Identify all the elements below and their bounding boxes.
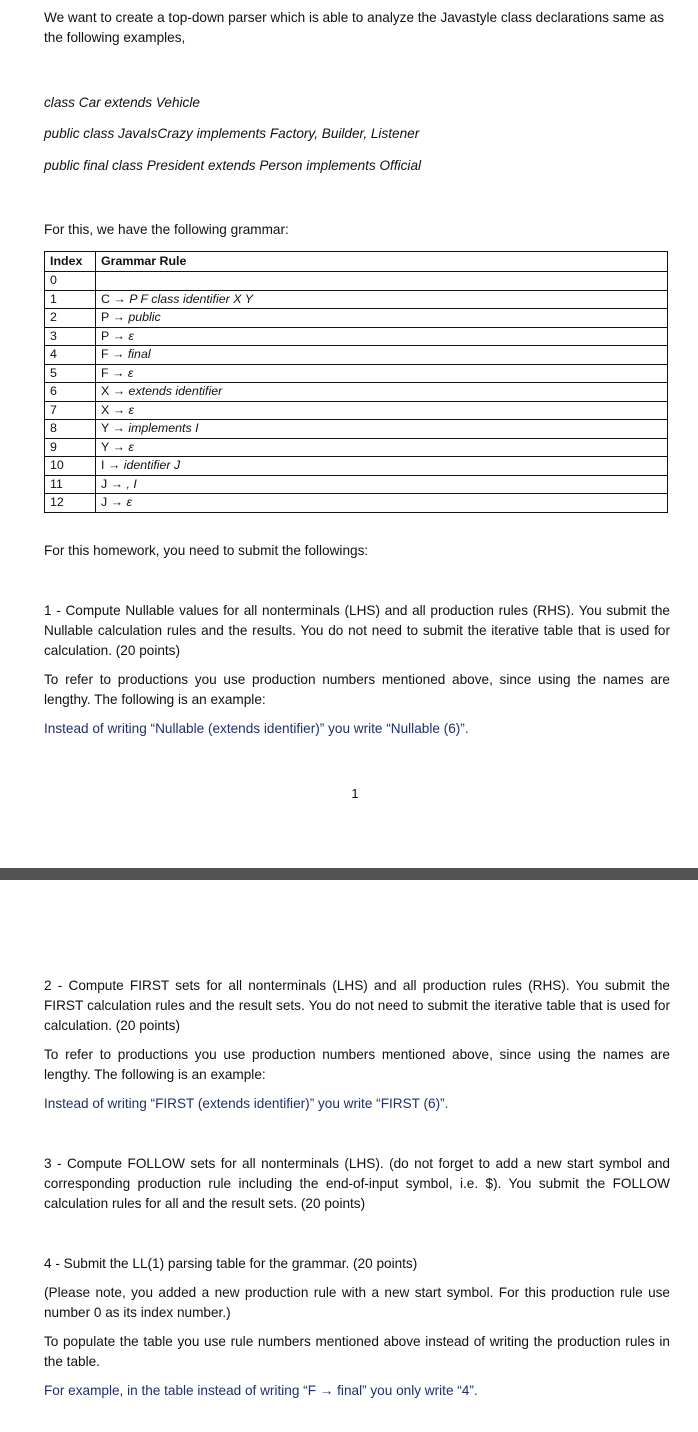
grammar-rule: [96, 364, 668, 383]
rule-index: 3: [45, 327, 96, 346]
header-grammar-rule: Grammar Rule: [96, 252, 668, 272]
rule-rhs: final: [127, 347, 151, 362]
grammar-rule: [96, 383, 668, 402]
homework-intro: For this homework, you need to submit the followings:: [44, 543, 369, 558]
grammar-rule: [96, 327, 668, 346]
grammar-rule: [96, 494, 668, 513]
rule-rhs: ε: [128, 439, 134, 454]
table-row: [45, 475, 668, 494]
rule-lhs: C →: [101, 291, 130, 306]
question-4-example: For example, in the table instead of writing “F → final” you only write “4”.: [44, 1383, 478, 1398]
rule-lhs: Y →: [101, 421, 129, 436]
rule-lhs: F →: [101, 365, 128, 380]
table-row: [45, 290, 668, 309]
rule-rhs: P F class identifier X Y: [129, 291, 253, 306]
table-row: [45, 494, 668, 513]
rule-index: 11: [45, 475, 96, 494]
page-divider: [0, 868, 698, 880]
table-row: [45, 346, 668, 365]
question-2: 2 - Compute FIRST sets for all nonterminals (LHS) and all production rules (RHS). You submit the FIRST calculation rules and the result sets. You do not need to submit the iterative table that is used for calculation. (20 points): [44, 978, 670, 1033]
grammar-table: [44, 251, 668, 513]
rule-rhs: ε: [128, 402, 134, 417]
question-4-populate: To populate the table you use rule numbers mentioned above instead of writing the production rules in the table.: [44, 1334, 670, 1369]
rule-rhs: extends identifier: [128, 384, 223, 399]
grammar-rule: [96, 420, 668, 439]
rule-lhs: F →: [101, 347, 128, 362]
rule-rhs: ε: [126, 495, 132, 510]
question-1-reference: To refer to productions you use production numbers mentioned above, since using the names are lengthy. The following is an example:: [44, 672, 670, 707]
question-3: 3 - Compute FOLLOW sets for all nonterminals (LHS). (do not forget to add a new start symbol and corresponding production rule including the end-of-input symbol, i.e. $). You submit the FOLLOW calculation rules for all and the result sets. (20 points): [44, 1156, 670, 1211]
rule-lhs: P →: [101, 310, 129, 325]
header-index: Index: [45, 252, 96, 272]
rule-rhs: ε: [128, 328, 134, 343]
grammar-rule: [96, 475, 668, 494]
rule-index: 2: [45, 309, 96, 328]
rule-rhs: public: [128, 310, 161, 325]
table-row: [45, 457, 668, 476]
page-number: 1: [351, 786, 359, 801]
table-row: [45, 272, 668, 291]
grammar-rule: [96, 272, 668, 291]
rule-rhs: implements I: [128, 421, 199, 436]
grammar-rule: [96, 346, 668, 365]
page-2: [0, 880, 698, 1432]
rule-lhs: X →: [101, 402, 129, 417]
table-header-row: [45, 252, 668, 272]
table-row: [45, 309, 668, 328]
rule-index: 6: [45, 383, 96, 402]
rule-lhs: J →: [101, 495, 127, 510]
rule-lhs: Y →: [101, 439, 129, 454]
question-1: 1 - Compute Nullable values for all nonterminals (LHS) and all production rules (RHS). You submit the Nullable calculation rules and the results. You do not need to submit the iterative table that is used for calculation. (20 points): [44, 603, 670, 658]
rule-lhs: J →: [101, 476, 127, 491]
rule-rhs: ε: [127, 365, 134, 380]
question-1-example: Instead of writing “Nullable (extends identifier)” you write “Nullable (6)”.: [44, 721, 469, 736]
grammar-rule: [96, 309, 668, 328]
example-1: class Car extends Vehicle: [44, 95, 200, 110]
rule-lhs: X →: [101, 384, 129, 399]
rule-rhs: identifier J: [123, 458, 181, 473]
question-4-note: (Please note, you added a new production rule with a new start symbol. For this production rule use number 0 as its index number.): [44, 1285, 670, 1320]
question-4: 4 - Submit the LL(1) parsing table for the grammar. (20 points): [44, 1256, 418, 1271]
example-2: public class JavaIsCrazy implements Factory, Builder, Listener: [44, 126, 420, 141]
question-2-example: Instead of writing “FIRST (extends identifier)” you write “FIRST (6)”.: [44, 1096, 449, 1111]
rule-index: 8: [45, 420, 96, 439]
grammar-rule: [96, 401, 668, 420]
rule-index: 0: [45, 272, 96, 291]
table-row: [45, 327, 668, 346]
table-row: [45, 383, 668, 402]
rule-lhs: I →: [101, 458, 124, 473]
table-row: [45, 364, 668, 383]
grammar-intro: For this, we have the following grammar:: [44, 222, 289, 237]
grammar-rule: [96, 438, 668, 457]
table-row: [45, 401, 668, 420]
rule-index: 7: [45, 401, 96, 420]
rule-index: 4: [45, 346, 96, 365]
rule-lhs: P →: [101, 328, 129, 343]
rule-index: 9: [45, 438, 96, 457]
rule-index: 5: [45, 364, 96, 383]
grammar-rule: [96, 457, 668, 476]
example-3: public final class President extends Person implements Official: [44, 158, 422, 173]
table-row: [45, 438, 668, 457]
rule-index: 10: [45, 457, 96, 476]
table-row: [45, 420, 668, 439]
intro-paragraph: We want to create a top-down parser which is able to analyze the Javastyle class declarations same as the following examples,: [44, 10, 665, 45]
grammar-rule: [96, 290, 668, 309]
rule-index: 1: [45, 290, 96, 309]
question-2-reference: To refer to productions you use production numbers mentioned above, since using the names are lengthy. The following is an example:: [44, 1047, 670, 1082]
rule-index: 12: [45, 494, 96, 513]
rule-rhs: , I: [126, 476, 137, 491]
